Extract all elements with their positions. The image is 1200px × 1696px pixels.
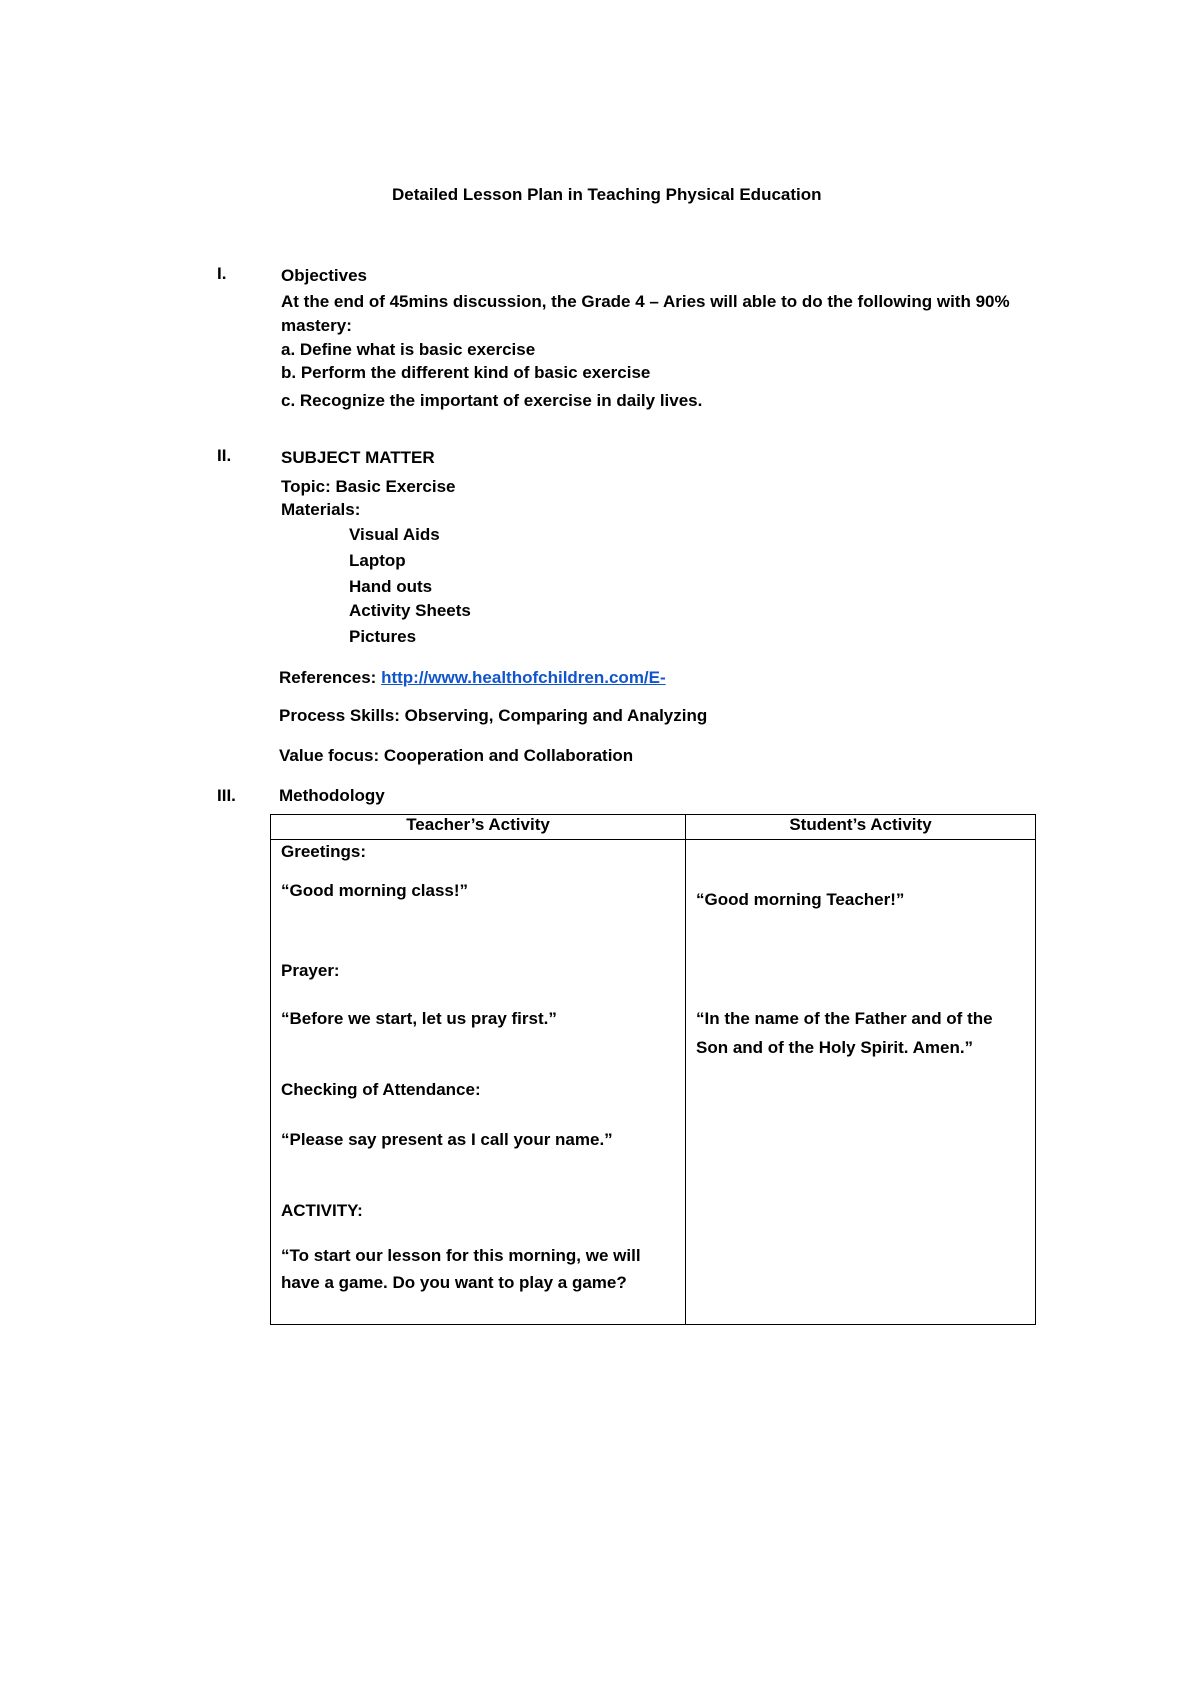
student-activity-cell: [686, 840, 1036, 1325]
references-line: [279, 668, 666, 688]
material-item: Pictures: [349, 627, 417, 646]
objective-item: c. Recognize the important of exercise in daily lives.: [281, 391, 703, 410]
subject-matter-heading: SUBJECT MATTER: [281, 448, 435, 467]
material-item: Hand outs: [349, 577, 433, 596]
materials-label: Materials:: [281, 500, 361, 519]
objective-item: b. Perform the different kind of basic exercise: [281, 363, 651, 382]
activity-label: ACTIVITY:: [281, 1201, 363, 1220]
greetings-label: Greetings:: [281, 842, 367, 861]
objectives-heading: Objectives: [281, 266, 367, 285]
table-header-student: Student’s Activity: [686, 815, 1036, 840]
attendance-label: Checking of Attendance:: [281, 1080, 481, 1099]
teacher-activity-cell: [271, 840, 686, 1325]
material-item: Visual Aids: [349, 525, 440, 544]
material-item: Activity Sheets: [349, 601, 471, 620]
activity-text: “To start our lesson for this morning, we will: [281, 1246, 641, 1265]
methodology-heading: Methodology: [279, 786, 385, 805]
prayer-text: “Before we start, let us pray first.”: [281, 1009, 557, 1028]
prayer-reply-text: “In the name of the Father and of the: [696, 1009, 993, 1028]
page-title: Detailed Lesson Plan in Teaching Physical Education: [392, 185, 822, 204]
references-link[interactable]: http://www.healthofchildren.com/E-: [381, 668, 666, 687]
prayer-label: Prayer:: [281, 961, 340, 980]
methodology-table: [270, 814, 1036, 1325]
greeting-reply-text: “Good morning Teacher!”: [696, 890, 905, 909]
objective-item: a. Define what is basic exercise: [281, 340, 536, 359]
topic-line: Topic: Basic Exercise: [281, 477, 456, 496]
prayer-reply-text: Son and of the Holy Spirit. Amen.”: [696, 1038, 974, 1057]
table-header-teacher: Teacher’s Activity: [271, 815, 686, 840]
activity-text: have a game. Do you want to play a game?: [281, 1273, 627, 1292]
objectives-intro: mastery:: [281, 316, 352, 335]
objectives-intro: At the end of 45mins discussion, the Grade 4 – Aries will able to do the following with 90%: [281, 292, 1010, 311]
greetings-text: “Good morning class!”: [281, 881, 469, 900]
section-numeral: II.: [217, 446, 232, 465]
material-item: Laptop: [349, 551, 406, 570]
process-skills-line: Process Skills: Observing, Comparing and Analyzing: [279, 706, 708, 725]
references-label: References:: [279, 668, 377, 687]
attendance-text: “Please say present as I call your name.”: [281, 1130, 613, 1149]
value-focus-line: Value focus: Cooperation and Collaboration: [279, 746, 634, 765]
section-numeral: I.: [217, 264, 227, 283]
section-numeral: III.: [217, 786, 236, 805]
